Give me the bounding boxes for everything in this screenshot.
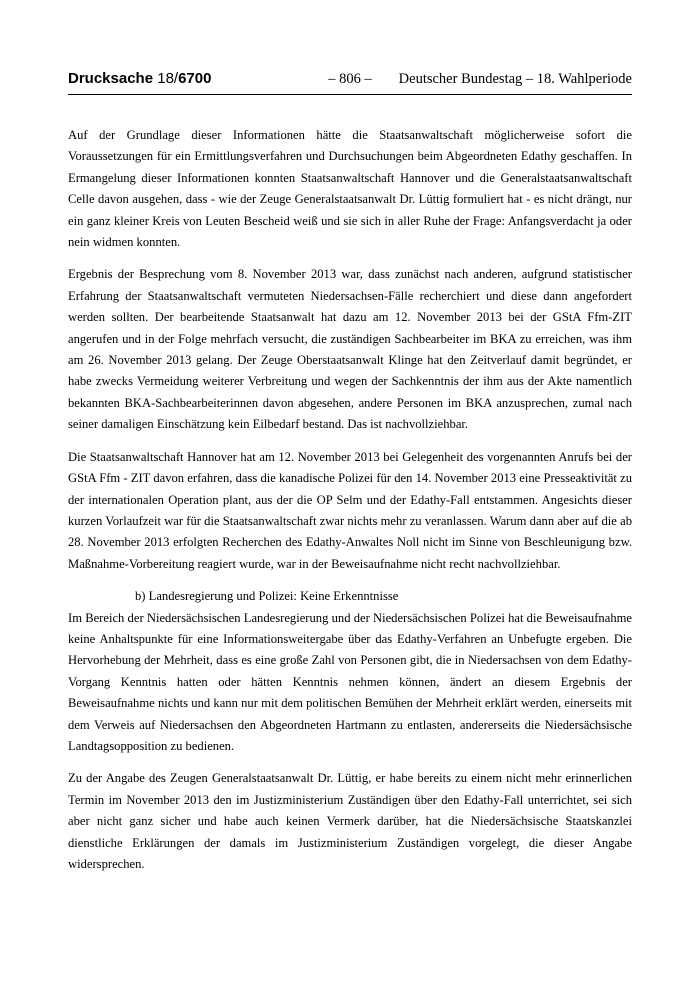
edition-label: Deutscher Bundestag – 18. Wahlperiode <box>398 71 632 87</box>
page-header <box>68 70 632 95</box>
paragraph: Im Bereich der Niedersächsischen Landesregierung und der Niedersächsischen Polizei hat die Beweisaufnahme keine Anhaltspunkte für eine Informationsweitergabe über das Edathy-Verfahren an Unbefugte ergeben. Die Hervorhebung der Mehrheit, dass es eine große Zahl von Personen gibt, die in Niedersachsen von dem Edathy-Vorgang Kenntnis hatten oder hätten Kenntnis nehmen können, ändert an diesem Ergebnis der Beweisaufnahme nichts und kann nur mit dem politischen Bemühen der Mehrheit erklärt werden, einerseits mit dem Verweis auf Niedersachsen den Abgeordneten Hartmann zu entlasten, andererseits die Niedersächsische Landtagsopposition zu bedienen. <box>68 610 632 753</box>
doc-number: 6700 <box>178 70 212 87</box>
paragraph: Die Staatsanwaltschaft Hannover hat am 12. November 2013 bei Gelegenheit des vorgenannten Anrufs bei der GStA Ffm - ZIT davon erfahren, dass die kanadische Polizei für den 14. November 2013 eine Presseaktivität zu der internationalen Operation plant, aus der die OP Selm und der Edathy-Fall entstammen. Angesichts dieser kurzen Vorlaufzeit war für die Staatsanwaltschaft zwar nichts mehr zu veranlassen. Warum dann aber auf die ab 28. November 2013 erfolgten Recherchen des Edathy-Anwaltes Noll nicht im Sinne von Beschleunigung bzw. Maßnahme-Vorbereitung reagiert wurde, war in der Beweisaufnahme nicht recht nachvollziehbar. <box>68 449 632 571</box>
page-number: – 806 – <box>328 71 372 87</box>
section-heading: b) Landesregierung und Polizei: Keine Erkenntnisse <box>135 589 399 604</box>
doc-number-prefix: 18/ <box>157 70 179 87</box>
document-body <box>68 125 632 875</box>
paragraph: Ergebnis der Besprechung vom 8. November 2013 war, dass zunächst nach anderen, aufgrund statistischer Erfahrung der Staatsanwaltschaft vermuteten Niedersachsen-Fälle recherchiert und diese dann angefordert werden sollten. Der bearbeitende Staatsanwalt hat dazu am 12. November 2013 bei der GStA Ffm-ZIT angerufen und in der Folge mehrfach versucht, die zuständigen Sachbearbeiter im BKA zu erreichen, was ihm am 26. November 2013 gelang. Der Zeuge Oberstaatsanwalt Klinge hat den Zeitverlauf damit begründet, er habe zwecks Vermeidung weiterer Verbreitung und wegen der Sachkenntnis der ihm aus der Akte namentlich bekannten BKA-Sachbearbeiterinnen davon abgesehen, andere Personen im BKA anzusprechen, zumal nach seiner damaligen Einschätzung kein Eilbedarf bestand. Das ist nachvollziehbar. <box>68 267 632 432</box>
paragraph: Zu der Angabe des Zeugen Generalstaatsanwalt Dr. Lüttig, er habe bereits zu einem nicht mehr erinnerlichen Termin im November 2013 den im Justizministerium Zuständigen über den Edathy-Fall unterrichtet, sei sich aber nicht ganz sicher und habe auch keinen Vermerk darüber, hat die Niedersächsische Staatskanzlei dienstliche Erklärungen der damals im Justizministerium Zuständigen vorgelegt, die dieser Angabe widersprechen. <box>68 771 632 871</box>
doc-id <box>68 70 211 87</box>
paragraph: Auf der Grundlage dieser Informationen hätte die Staatsanwaltschaft möglicherweise sofort die Voraussetzungen für ein Ermittlungsverfahren und Durchsuchungen beim Abgeordneten Edathy geschaffen. In Ermangelung dieser Informationen konnten Staatsanwaltschaft Hannover und die Generalstaatsanwaltschaft Celle davon ausgehen, dass - wie der Zeuge Generalstaatsanwalt Dr. Lüttig formuliert hat - es nicht drängt, nur ein ganz kleiner Kreis von Leuten Bescheid weiß und sie sich in aller Ruhe der Frage: Anfangsverdacht ja oder nein widmen konnten. <box>68 128 632 250</box>
doc-label: Drucksache <box>68 70 154 87</box>
